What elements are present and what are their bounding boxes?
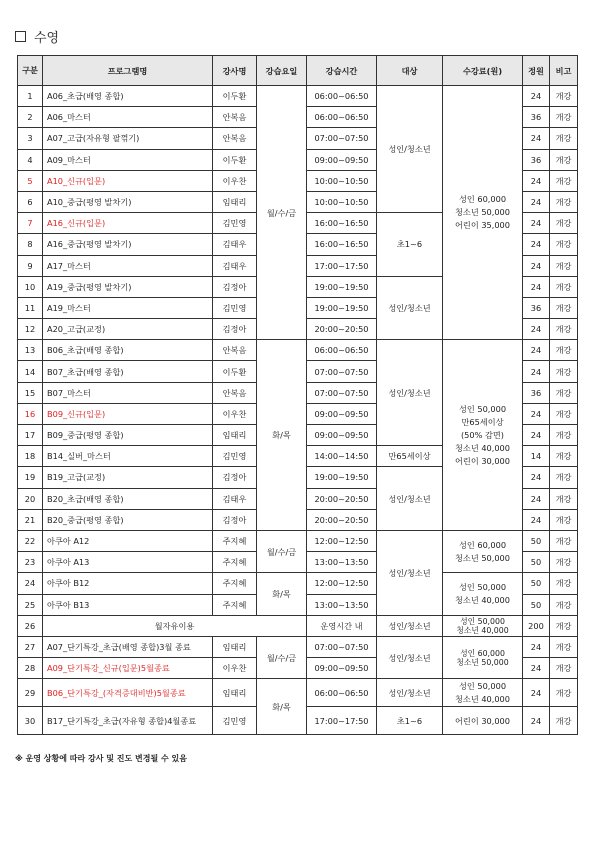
row-time: 19:00~19:50 xyxy=(307,276,377,297)
row-program: 아쿠아 A12 xyxy=(43,530,213,551)
row-program: A19_마스터 xyxy=(43,297,213,318)
row-instructor: 주지혜 xyxy=(213,573,257,594)
target-group: 초1~6 xyxy=(377,213,443,277)
row-no: 24 xyxy=(18,573,43,594)
row-note: 개강 xyxy=(550,679,578,707)
row-program: 아쿠아 B12 xyxy=(43,573,213,594)
row-note: 개강 xyxy=(550,213,578,234)
row-capacity: 24 xyxy=(523,86,550,107)
fee-youth: 청소년 40,000 xyxy=(455,693,510,704)
row-capacity: 24 xyxy=(523,403,550,424)
row-capacity: 24 xyxy=(523,191,550,212)
row-fee xyxy=(443,615,523,636)
fee-group xyxy=(443,530,523,572)
row-note: 개강 xyxy=(550,340,578,361)
target-group: 성인/청소년 xyxy=(377,467,443,531)
row-note: 개강 xyxy=(550,319,578,340)
row-note: 개강 xyxy=(550,425,578,446)
row-program: A10_중급(평영 발차기) xyxy=(43,191,213,212)
fee-youth: 청소년 40,000 xyxy=(455,442,510,453)
row-program: 아쿠아 B13 xyxy=(43,594,213,615)
row-no: 14 xyxy=(18,361,43,382)
target-group: 성인/청소년 xyxy=(377,86,443,213)
row-capacity: 50 xyxy=(523,573,550,594)
row-time: 19:00~19:50 xyxy=(307,297,377,318)
header-instructor: 강사명 xyxy=(213,56,257,86)
checkbox-icon xyxy=(15,31,26,42)
row-no: 25 xyxy=(18,594,43,615)
row-target: 성인/청소년 xyxy=(377,615,443,636)
row-instructor: 이두환 xyxy=(213,149,257,170)
table-row xyxy=(18,636,578,657)
row-no: 20 xyxy=(18,488,43,509)
row-capacity: 24 xyxy=(523,679,550,707)
row-instructor: 이두환 xyxy=(213,361,257,382)
row-capacity: 36 xyxy=(523,297,550,318)
row-program: A07_단기특강_초급(배영 종합)3월 종료 xyxy=(43,636,213,657)
row-time: 07:00~07:50 xyxy=(307,636,377,657)
row-time: 07:00~07:50 xyxy=(307,128,377,149)
row-time: 16:00~16:50 xyxy=(307,234,377,255)
row-capacity: 50 xyxy=(523,530,550,551)
header-program: 프로그램명 xyxy=(43,56,213,86)
row-capacity: 200 xyxy=(523,615,550,636)
row-fee: 어린이 30,000 xyxy=(443,707,523,735)
row-note: 개강 xyxy=(550,128,578,149)
row-note: 개강 xyxy=(550,170,578,191)
row-note: 개강 xyxy=(550,86,578,107)
row-instructor: 이우찬 xyxy=(213,403,257,424)
row-time: 14:00~14:50 xyxy=(307,446,377,467)
row-no: 2 xyxy=(18,107,43,128)
section-title-text: 수영 xyxy=(34,31,60,46)
row-no: 9 xyxy=(18,255,43,276)
row-time: 12:00~12:50 xyxy=(307,530,377,551)
table-row xyxy=(18,340,578,361)
row-instructor: 안복음 xyxy=(213,128,257,149)
days-group: 월/수/금 xyxy=(257,636,307,678)
row-note: 개강 xyxy=(550,615,578,636)
target-group: 만65세이상 xyxy=(377,446,443,467)
table-row xyxy=(18,530,578,551)
row-time: 20:00~20:50 xyxy=(307,509,377,530)
row-instructor: 이두환 xyxy=(213,86,257,107)
row-no: 4 xyxy=(18,149,43,170)
row-target: 초1~6 xyxy=(377,707,443,735)
swim-schedule-table xyxy=(17,55,578,735)
fee-group xyxy=(443,636,523,678)
fee-youth: 청소년 50,000 xyxy=(455,207,510,218)
row-program: 아쿠아 A13 xyxy=(43,552,213,573)
row-program: A07_고급(자유형 팔꺾기) xyxy=(43,128,213,149)
row-program: B14_실버_마스터 xyxy=(43,446,213,467)
row-time: 06:00~06:50 xyxy=(307,340,377,361)
row-no: 18 xyxy=(18,446,43,467)
table-row xyxy=(18,679,578,707)
row-time: 19:00~19:50 xyxy=(307,467,377,488)
row-note: 개강 xyxy=(550,594,578,615)
header-target: 대상 xyxy=(377,56,443,86)
row-instructor: 김태우 xyxy=(213,255,257,276)
row-instructor: 주지혜 xyxy=(213,530,257,551)
fee-youth: 청소년 50,000 xyxy=(455,552,510,563)
fee-adult: 성인 50,000 xyxy=(458,403,507,414)
fee-youth: 청소년 50,000 xyxy=(456,657,509,667)
row-time: 20:00~20:50 xyxy=(307,319,377,340)
fee-senior: 만65세이상 xyxy=(461,416,504,427)
row-capacity: 24 xyxy=(523,170,550,191)
row-time: 13:00~13:50 xyxy=(307,552,377,573)
row-no: 15 xyxy=(18,382,43,403)
row-time: 07:00~07:50 xyxy=(307,382,377,403)
table-row xyxy=(18,573,578,594)
row-time: 09:00~09:50 xyxy=(307,403,377,424)
row-capacity: 24 xyxy=(523,255,550,276)
row-capacity: 24 xyxy=(523,319,550,340)
row-instructor: 안복음 xyxy=(213,340,257,361)
row-no: 30 xyxy=(18,707,43,735)
row-note: 개강 xyxy=(550,488,578,509)
row-capacity: 50 xyxy=(523,594,550,615)
fee-adult: 성인 60,000 xyxy=(458,539,507,550)
days-group: 월/수/금 xyxy=(257,530,307,572)
row-no: 19 xyxy=(18,467,43,488)
row-note: 개강 xyxy=(550,707,578,735)
row-program: A17_마스터 xyxy=(43,255,213,276)
row-note: 개강 xyxy=(550,234,578,255)
row-capacity: 50 xyxy=(523,552,550,573)
row-instructor: 김정아 xyxy=(213,467,257,488)
row-program: A16_신규(입문) xyxy=(43,213,213,234)
row-instructor: 김태우 xyxy=(213,488,257,509)
row-time: 06:00~06:50 xyxy=(307,86,377,107)
row-no: 6 xyxy=(18,191,43,212)
row-note: 개강 xyxy=(550,636,578,657)
row-no: 28 xyxy=(18,658,43,679)
row-program: A16_중급(평영 발차기) xyxy=(43,234,213,255)
days-group: 월/수/금 xyxy=(257,86,307,340)
row-capacity: 24 xyxy=(523,361,550,382)
row-no: 17 xyxy=(18,425,43,446)
row-note: 개강 xyxy=(550,446,578,467)
row-note: 개강 xyxy=(550,467,578,488)
row-instructor: 임태리 xyxy=(213,425,257,446)
row-capacity: 24 xyxy=(523,213,550,234)
row-instructor: 김민영 xyxy=(213,446,257,467)
row-capacity: 24 xyxy=(523,488,550,509)
row-program: B06_초급(배영 종합) xyxy=(43,340,213,361)
row-instructor: 김민영 xyxy=(213,707,257,735)
row-program: A20_고급(교정) xyxy=(43,319,213,340)
header-capacity: 정원 xyxy=(523,56,550,86)
days-group: 화/목 xyxy=(257,573,307,615)
row-program: B09_신규(입문) xyxy=(43,403,213,424)
row-program: B20_중급(평영 종합) xyxy=(43,509,213,530)
header-no: 구분 xyxy=(18,56,43,86)
fee-group xyxy=(443,86,523,340)
row-time: 운영시간 내 xyxy=(307,615,377,636)
row-capacity: 24 xyxy=(523,707,550,735)
row-instructor: 이우찬 xyxy=(213,170,257,191)
row-program: B17_단기특강_초급(자유형 종합)4월종료 xyxy=(43,707,213,735)
row-program: A09_마스터 xyxy=(43,149,213,170)
row-fee xyxy=(443,679,523,707)
fee-adult: 성인 50,000 xyxy=(460,616,505,626)
row-program: A19_중급(평영 발차기) xyxy=(43,276,213,297)
row-no: 12 xyxy=(18,319,43,340)
row-time: 09:00~09:50 xyxy=(307,149,377,170)
row-no: 22 xyxy=(18,530,43,551)
header-days: 강습요일 xyxy=(257,56,307,86)
fee-adult: 성인 60,000 xyxy=(460,648,505,658)
row-time: 06:00~06:50 xyxy=(307,107,377,128)
row-note: 개강 xyxy=(550,149,578,170)
row-program: B20_초급(배영 종합) xyxy=(43,488,213,509)
row-note: 개강 xyxy=(550,107,578,128)
row-capacity: 24 xyxy=(523,425,550,446)
row-instructor: 안복음 xyxy=(213,107,257,128)
row-capacity: 36 xyxy=(523,149,550,170)
target-group: 성인/청소년 xyxy=(377,340,443,446)
row-instructor: 김정아 xyxy=(213,276,257,297)
row-note: 개강 xyxy=(550,403,578,424)
fee-child: 어린이 30,000 xyxy=(455,455,510,466)
row-no: 3 xyxy=(18,128,43,149)
row-time: 17:00~17:50 xyxy=(307,707,377,735)
row-no: 21 xyxy=(18,509,43,530)
row-capacity: 24 xyxy=(523,467,550,488)
table-row xyxy=(18,615,578,636)
row-capacity: 14 xyxy=(523,446,550,467)
days-group: 화/목 xyxy=(257,679,307,735)
row-instructor: 김태우 xyxy=(213,234,257,255)
row-instructor: 임태리 xyxy=(213,191,257,212)
fee-adult: 성인 50,000 xyxy=(458,582,507,592)
days-group: 화/목 xyxy=(257,340,307,531)
row-note: 개강 xyxy=(550,658,578,679)
row-target: 성인/청소년 xyxy=(377,679,443,707)
row-instructor: 주지혜 xyxy=(213,552,257,573)
fee-adult: 성인 50,000 xyxy=(458,680,507,691)
row-note: 개강 xyxy=(550,191,578,212)
row-program: B09_중급(평영 종합) xyxy=(43,425,213,446)
row-no: 16 xyxy=(18,403,43,424)
row-time: 17:00~17:50 xyxy=(307,255,377,276)
row-capacity: 24 xyxy=(523,509,550,530)
row-no: 8 xyxy=(18,234,43,255)
row-program: 월자유이용 xyxy=(43,615,307,636)
row-capacity: 24 xyxy=(523,658,550,679)
table-row xyxy=(18,86,578,107)
row-instructor: 김민영 xyxy=(213,297,257,318)
row-program: A10_신규(입문) xyxy=(43,170,213,191)
fee-group xyxy=(443,340,523,531)
row-time: 12:00~12:50 xyxy=(307,573,377,594)
row-note: 개강 xyxy=(550,361,578,382)
target-group: 성인/청소년 xyxy=(377,530,443,615)
row-no: 13 xyxy=(18,340,43,361)
row-note: 개강 xyxy=(550,276,578,297)
row-instructor: 임태리 xyxy=(213,636,257,657)
row-instructor: 김정아 xyxy=(213,319,257,340)
row-program: B07_초급(배영 종합) xyxy=(43,361,213,382)
row-program: B06_단기특강_(자격증대비반)5월종료 xyxy=(43,679,213,707)
target-group: 성인/청소년 xyxy=(377,276,443,340)
row-capacity: 24 xyxy=(523,276,550,297)
row-time: 09:00~09:50 xyxy=(307,425,377,446)
row-capacity: 24 xyxy=(523,234,550,255)
row-note: 개강 xyxy=(550,552,578,573)
row-program: B19_고급(교정) xyxy=(43,467,213,488)
row-time: 20:00~20:50 xyxy=(307,488,377,509)
footnote: ※ 운영 상황에 따라 강사 및 진도 변경될 수 있음 xyxy=(15,754,187,763)
row-no: 11 xyxy=(18,297,43,318)
fee-group xyxy=(443,573,523,615)
row-capacity: 36 xyxy=(523,382,550,403)
row-program: B07_마스터 xyxy=(43,382,213,403)
row-instructor: 김민영 xyxy=(213,213,257,234)
fee-discount: (50% 감면) xyxy=(460,429,504,440)
row-program: A06_마스터 xyxy=(43,107,213,128)
row-note: 개강 xyxy=(550,573,578,594)
row-note: 개강 xyxy=(550,297,578,318)
row-time: 06:00~06:50 xyxy=(307,679,377,707)
row-no: 26 xyxy=(18,615,43,636)
row-time: 10:00~10:50 xyxy=(307,191,377,212)
fee-youth: 청소년 40,000 xyxy=(456,625,509,635)
row-instructor: 안복음 xyxy=(213,382,257,403)
section-title xyxy=(15,27,59,46)
row-instructor: 주지혜 xyxy=(213,594,257,615)
row-no: 1 xyxy=(18,86,43,107)
row-instructor: 이우찬 xyxy=(213,658,257,679)
row-capacity: 24 xyxy=(523,636,550,657)
row-time: 07:00~07:50 xyxy=(307,361,377,382)
row-capacity: 36 xyxy=(523,107,550,128)
row-instructor: 임태리 xyxy=(213,679,257,707)
row-capacity: 24 xyxy=(523,340,550,361)
row-no: 7 xyxy=(18,213,43,234)
row-program: A09_단기특강_신규(입문)5월종료 xyxy=(43,658,213,679)
fee-child: 어린이 35,000 xyxy=(455,220,510,231)
row-note: 개강 xyxy=(550,509,578,530)
header-note: 비고 xyxy=(550,56,578,86)
target-group: 성인/청소년 xyxy=(377,636,443,678)
row-no: 23 xyxy=(18,552,43,573)
row-capacity: 24 xyxy=(523,128,550,149)
header-fee: 수강료(원) xyxy=(443,56,523,86)
fee-youth: 청소년 40,000 xyxy=(455,595,510,605)
row-no: 5 xyxy=(18,170,43,191)
fee-adult: 성인 60,000 xyxy=(458,194,507,205)
row-no: 10 xyxy=(18,276,43,297)
row-program: A06_초급(배영 종합) xyxy=(43,86,213,107)
row-note: 개강 xyxy=(550,530,578,551)
row-no: 29 xyxy=(18,679,43,707)
row-time: 10:00~10:50 xyxy=(307,170,377,191)
row-time: 13:00~13:50 xyxy=(307,594,377,615)
table-header-row xyxy=(18,56,578,86)
row-time: 16:00~16:50 xyxy=(307,213,377,234)
row-time: 09:00~09:50 xyxy=(307,658,377,679)
header-time: 강습시간 xyxy=(307,56,377,86)
row-no: 27 xyxy=(18,636,43,657)
row-instructor: 김정아 xyxy=(213,509,257,530)
row-note: 개강 xyxy=(550,382,578,403)
row-note: 개강 xyxy=(550,255,578,276)
